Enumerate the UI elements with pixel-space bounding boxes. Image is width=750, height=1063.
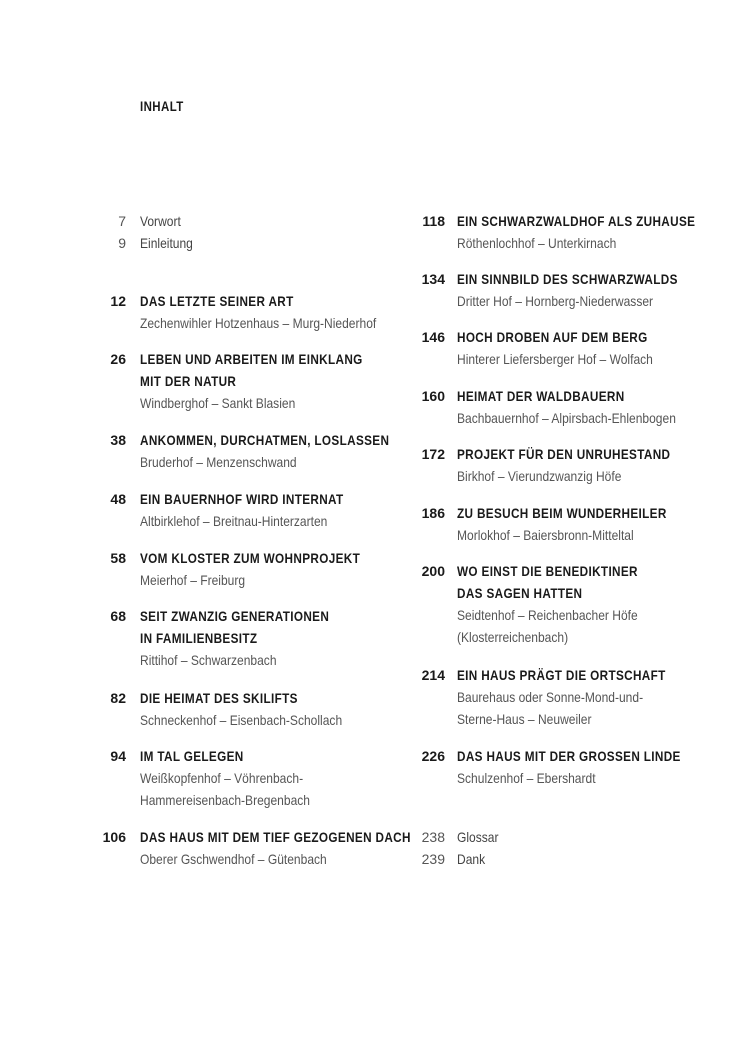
toc-page-number: 94 xyxy=(110,748,126,764)
toc-minor-entry[interactable] xyxy=(405,848,490,870)
toc-entry-subtitle: Seidtenhof – Reichenbacher Höfe (Klosterreichenbach) xyxy=(457,607,638,645)
toc-entry-title: VOM KLOSTER ZUM WOHNPROJEKT xyxy=(140,550,361,566)
toc-entry[interactable] xyxy=(405,326,750,370)
toc-entry-title: DIE HEIMAT DES SKILIFTS xyxy=(140,690,298,706)
toc-page-number: 118 xyxy=(422,213,445,229)
toc-entry[interactable] xyxy=(0,605,470,671)
toc-entry-subtitle: Zechenwihler Hotzenhaus – Murg-Niederhof xyxy=(140,315,377,331)
toc-page-number: 26 xyxy=(110,351,126,367)
page-title: INHALT xyxy=(140,98,184,114)
toc-page-number: 106 xyxy=(102,829,126,845)
toc-entry-title: EIN BAUERNHOF WIRD INTERNAT xyxy=(140,491,344,507)
toc-entry[interactable] xyxy=(0,290,470,334)
toc-entry-title: LEBEN UND ARBEITEN IM EINKLANG MIT DER NATUR xyxy=(140,351,363,389)
toc-entry-subtitle: Meierhof – Freiburg xyxy=(140,572,246,588)
toc-minor-entry[interactable] xyxy=(0,210,187,232)
toc-entry[interactable] xyxy=(0,826,470,870)
toc-entry-title: WO EINST DIE BENEDIKTINER DAS SAGEN HATTEN xyxy=(457,563,638,601)
toc-entry-title: HOCH DROBEN AUF DEM BERG xyxy=(457,329,648,345)
toc-page-number: 186 xyxy=(421,505,445,521)
toc-entry-title: ZU BESUCH BEIM WUNDERHEILER xyxy=(457,505,667,521)
toc-page-number: 82 xyxy=(110,690,126,706)
toc-entry[interactable] xyxy=(405,268,750,312)
toc-entry-subtitle: Bachbauernhof – Alpirsbach-Ehlenbogen xyxy=(457,410,676,426)
toc-entry[interactable] xyxy=(0,687,470,731)
toc-minor-entry[interactable] xyxy=(0,232,202,254)
toc-entry-subtitle: Weißkopfenhof – Vöhrenbach- Hammereisenbach-Bregenbach xyxy=(140,770,310,808)
toc-page-number: 48 xyxy=(110,491,126,507)
toc-page-number: 239 xyxy=(421,851,445,867)
toc-page-number: 9 xyxy=(118,235,126,251)
toc-page-number: 68 xyxy=(110,608,126,624)
toc-entry-title: HEIMAT DER WALDBAUERN xyxy=(457,388,625,404)
toc-entry-subtitle: Rittihof – Schwarzenbach xyxy=(140,652,277,668)
toc-entry-title: EIN HAUS PRÄGT DIE ORTSCHAFT xyxy=(457,667,666,683)
toc-entry[interactable] xyxy=(0,429,470,473)
toc-entry-title: Glossar xyxy=(457,829,499,845)
toc-entry[interactable] xyxy=(0,488,470,532)
toc-page-number: 172 xyxy=(421,446,445,462)
toc-page-number: 146 xyxy=(421,329,445,345)
toc-entry-title: ANKOMMEN, DURCHATMEN, LOSLASSEN xyxy=(140,432,390,448)
toc-entry-subtitle: Dritter Hof – Hornberg-Niederwasser xyxy=(457,293,654,309)
toc-page-number: 160 xyxy=(421,388,445,404)
toc-page-number: 238 xyxy=(421,829,445,845)
toc-entry-subtitle: Birkhof – Vierundzwanzig Höfe xyxy=(457,468,622,484)
toc-entry[interactable] xyxy=(0,348,470,414)
toc-page-number: 7 xyxy=(118,213,126,229)
toc-entry-title: Vorwort xyxy=(140,213,181,229)
toc-entry-subtitle: Schneckenhof – Eisenbach-Schollach xyxy=(140,712,343,728)
toc-entry[interactable] xyxy=(405,664,750,730)
toc-entry-subtitle: Schulzenhof – Ebershardt xyxy=(457,770,596,786)
toc-entry-subtitle: Bruderhof – Menzenschwand xyxy=(140,454,297,470)
toc-entry-subtitle: Baurehaus oder Sonne-Mond-und- Sterne-Haus – Neuweiler xyxy=(457,689,644,727)
toc-entry[interactable] xyxy=(0,745,470,811)
toc-entry[interactable] xyxy=(405,502,750,546)
toc-entry[interactable] xyxy=(405,443,750,487)
toc-entry[interactable] xyxy=(405,560,750,648)
toc-entry-title: SEIT ZWANZIG GENERATIONEN IN FAMILIENBESITZ xyxy=(140,608,330,646)
toc-entry-subtitle: Altbirklehof – Breitnau-Hinterzarten xyxy=(140,513,328,529)
toc-entry[interactable] xyxy=(405,385,750,429)
toc-minor-entry[interactable] xyxy=(405,826,505,848)
toc-entry-title: DAS LETZTE SEINER ART xyxy=(140,293,294,309)
toc-entry-title: EIN SCHWARZWALDHOF ALS ZUHAUSE xyxy=(457,213,696,229)
toc-page-number: 38 xyxy=(110,432,126,448)
toc-entry-title: Dank xyxy=(457,851,486,867)
toc-entry[interactable] xyxy=(405,210,750,254)
toc-entry-title: EIN SINNBILD DES SCHWARZWALDS xyxy=(457,271,678,287)
toc-entry-subtitle: Röthenlochhof – Unterkirnach xyxy=(457,235,617,251)
toc-page-number: 214 xyxy=(421,667,445,683)
toc-entry[interactable] xyxy=(0,547,470,591)
toc-page-number: 200 xyxy=(421,563,445,579)
toc-entry-subtitle: Hinterer Liefersberger Hof – Wolfach xyxy=(457,351,653,367)
toc-entry-subtitle: Oberer Gschwendhof – Gütenbach xyxy=(140,851,327,867)
toc-page-number: 12 xyxy=(110,293,126,309)
toc-entry-title: DAS HAUS MIT DEM TIEF GEZOGENEN DACH xyxy=(140,829,411,845)
toc-entry-title: DAS HAUS MIT DER GROSSEN LINDE xyxy=(457,748,681,764)
toc-entry-subtitle: Morlokhof – Baiersbronn-Mitteltal xyxy=(457,527,634,543)
toc-page-number: 226 xyxy=(421,748,445,764)
toc-entry-subtitle: Windberghof – Sankt Blasien xyxy=(140,395,296,411)
toc-entry[interactable] xyxy=(405,745,750,789)
toc-page-number: 58 xyxy=(110,550,126,566)
toc-entry-title: Einleitung xyxy=(140,235,193,251)
toc-page-number: 134 xyxy=(421,271,445,287)
toc-entry-title: PROJEKT FÜR DEN UNRUHESTAND xyxy=(457,446,671,462)
toc-entry-title: IM TAL GELEGEN xyxy=(140,748,244,764)
